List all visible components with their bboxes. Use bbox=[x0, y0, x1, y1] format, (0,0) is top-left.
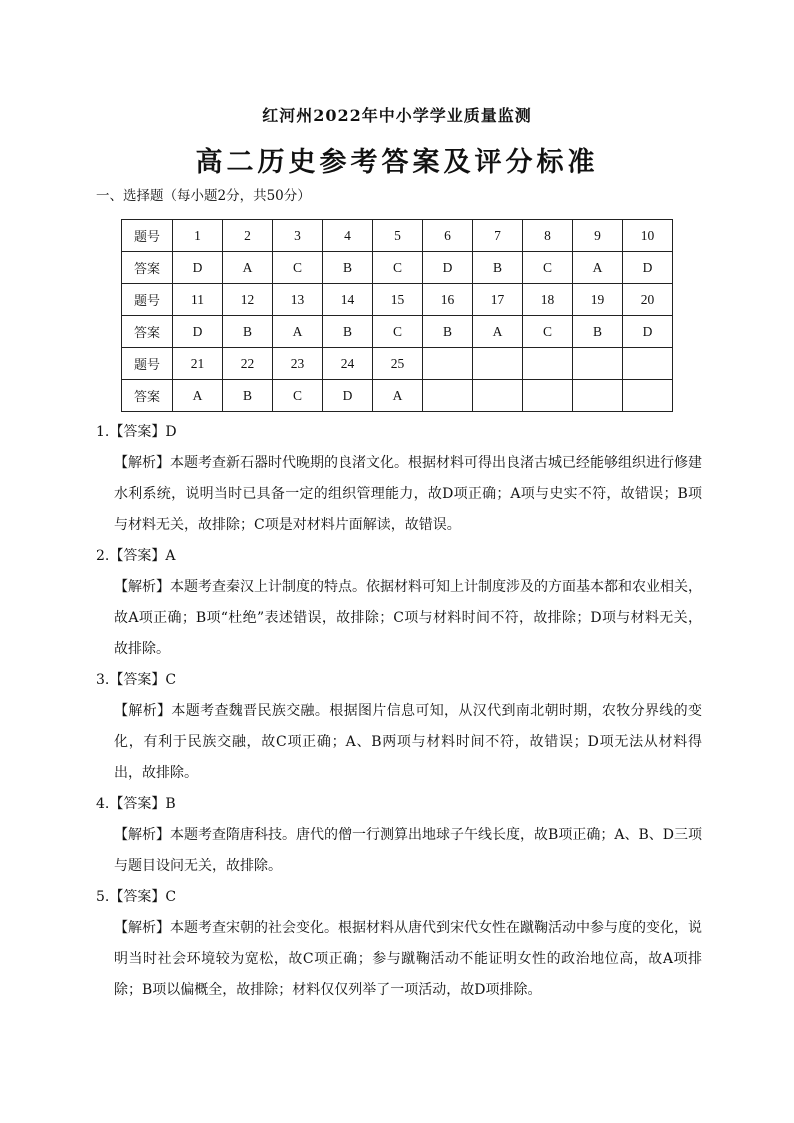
answer-cell: B bbox=[473, 252, 523, 284]
answer-cell: D bbox=[173, 316, 223, 348]
answer-cell: B bbox=[573, 316, 623, 348]
answer-cell: C bbox=[373, 252, 423, 284]
answer-label-cell: 答案 bbox=[122, 380, 173, 412]
answer-cell bbox=[523, 380, 573, 412]
answer-cell: C bbox=[373, 316, 423, 348]
section-heading: 一、选择题（每小题2分，共50分） bbox=[96, 188, 311, 204]
question-number-cell: 1 bbox=[173, 220, 223, 252]
answer-table bbox=[121, 219, 673, 412]
answer-cell: C bbox=[273, 380, 323, 412]
answer-cell bbox=[623, 380, 673, 412]
question-number-cell: 2 bbox=[223, 220, 273, 252]
question-number-cell: 4 bbox=[323, 220, 373, 252]
question-number-cell: 5 bbox=[373, 220, 423, 252]
question-number-cell: 13 bbox=[273, 284, 323, 316]
explanation-list bbox=[0, 417, 794, 1006]
answer-cell: A bbox=[473, 316, 523, 348]
answer-row bbox=[122, 252, 673, 284]
question-number-cell: 24 bbox=[323, 348, 373, 380]
question-label-cell: 题号 bbox=[122, 284, 173, 316]
answer-cell: A bbox=[573, 252, 623, 284]
answer-label-cell: 答案 bbox=[122, 252, 173, 284]
answer-cell: B bbox=[323, 252, 373, 284]
answer-cell: C bbox=[523, 316, 573, 348]
answer-cell: D bbox=[623, 252, 673, 284]
question-number-cell: 20 bbox=[623, 284, 673, 316]
question-number-cell: 23 bbox=[273, 348, 323, 380]
question-number-cell bbox=[623, 348, 673, 380]
question-number-cell: 12 bbox=[223, 284, 273, 316]
question-number-cell: 16 bbox=[423, 284, 473, 316]
question-number-cell: 9 bbox=[573, 220, 623, 252]
question-number-cell bbox=[523, 348, 573, 380]
question-number-cell: 19 bbox=[573, 284, 623, 316]
question-number-row bbox=[122, 220, 673, 252]
answer-cell: D bbox=[323, 380, 373, 412]
answer-cell: B bbox=[223, 380, 273, 412]
question-number-cell: 25 bbox=[373, 348, 423, 380]
answer-cell: D bbox=[423, 252, 473, 284]
answer-cell bbox=[473, 380, 523, 412]
question-number-cell: 17 bbox=[473, 284, 523, 316]
question-number-cell bbox=[573, 348, 623, 380]
explanation-text: 【解析】本题考查秦汉上计制度的特点。依据材料可知上计制度涉及的方面基本都和农业相关，故A项正确；B项“杜绝”表述错误，故排除；C项与材料时间不符，故排除；D项与材料无关，故排除。 bbox=[114, 579, 702, 657]
answer-line: 4.【答案】B bbox=[96, 796, 176, 812]
explanation-text: 【解析】本题考查魏晋民族交融。根据图片信息可知，从汉代到南北朝时期，农牧分界线的变化，有利于民族交融，故C项正确；A、B两项与材料时间不符，故错误；D项无法从材料得出，故排除。 bbox=[114, 703, 702, 781]
question-number-cell: 10 bbox=[623, 220, 673, 252]
answer-cell: B bbox=[223, 316, 273, 348]
answer-cell: A bbox=[273, 316, 323, 348]
answer-cell: A bbox=[223, 252, 273, 284]
question-number-cell: 8 bbox=[523, 220, 573, 252]
question-explanation bbox=[0, 417, 794, 541]
answer-cell: D bbox=[173, 252, 223, 284]
question-number-cell: 21 bbox=[173, 348, 223, 380]
question-number-cell: 11 bbox=[173, 284, 223, 316]
question-number-row bbox=[122, 348, 673, 380]
document-subtitle: 红河州2022年中小学学业质量监测 bbox=[262, 106, 532, 125]
explanation-text: 【解析】本题考查宋朝的社会变化。根据材料从唐代到宋代女性在蹴鞠活动中参与度的变化，说明当时社会环境较为宽松，故C项正确；参与蹴鞠活动不能证明女性的政治地位高，故A项排除；B项以偏概全，故排除；材料仅仅列举了一项活动，故D项排除。 bbox=[114, 920, 702, 998]
question-number-cell: 7 bbox=[473, 220, 523, 252]
document-title: 高二历史参考答案及评分标准 bbox=[195, 147, 599, 178]
answer-cell: C bbox=[523, 252, 573, 284]
answer-row bbox=[122, 316, 673, 348]
answer-label-cell: 答案 bbox=[122, 316, 173, 348]
answer-cell: A bbox=[373, 380, 423, 412]
answer-cell: A bbox=[173, 380, 223, 412]
question-label-cell: 题号 bbox=[122, 220, 173, 252]
question-explanation bbox=[0, 789, 794, 882]
answer-cell: B bbox=[323, 316, 373, 348]
question-number-cell: 18 bbox=[523, 284, 573, 316]
answer-line: 1.【答案】D bbox=[96, 424, 177, 440]
answer-row bbox=[122, 380, 673, 412]
answer-cell bbox=[423, 380, 473, 412]
answer-cell: B bbox=[423, 316, 473, 348]
question-number-cell bbox=[423, 348, 473, 380]
question-label-cell: 题号 bbox=[122, 348, 173, 380]
question-explanation bbox=[0, 665, 794, 789]
question-number-cell: 14 bbox=[323, 284, 373, 316]
answer-line: 5.【答案】C bbox=[96, 889, 177, 905]
question-explanation bbox=[0, 541, 794, 665]
answer-cell: C bbox=[273, 252, 323, 284]
answer-cell: D bbox=[623, 316, 673, 348]
question-number-row bbox=[122, 284, 673, 316]
question-number-cell: 22 bbox=[223, 348, 273, 380]
answer-cell bbox=[573, 380, 623, 412]
explanation-text: 【解析】本题考查新石器时代晚期的良渚文化。根据材料可得出良渚古城已经能够组织进行修建水利系统，说明当时已具备一定的组织管理能力，故D项正确；A项与史实不符，故错误；B项与材料无关，故排除；C项是对材料片面解读，故错误。 bbox=[114, 455, 702, 533]
question-number-cell: 3 bbox=[273, 220, 323, 252]
answer-line: 3.【答案】C bbox=[96, 672, 177, 688]
question-explanation bbox=[0, 882, 794, 1006]
question-number-cell bbox=[473, 348, 523, 380]
question-number-cell: 6 bbox=[423, 220, 473, 252]
answer-line: 2.【答案】A bbox=[96, 548, 176, 564]
explanation-text: 【解析】本题考查隋唐科技。唐代的僧一行测算出地球子午线长度，故B项正确；A、B、D三项与题目设问无关，故排除。 bbox=[114, 827, 702, 874]
question-number-cell: 15 bbox=[373, 284, 423, 316]
